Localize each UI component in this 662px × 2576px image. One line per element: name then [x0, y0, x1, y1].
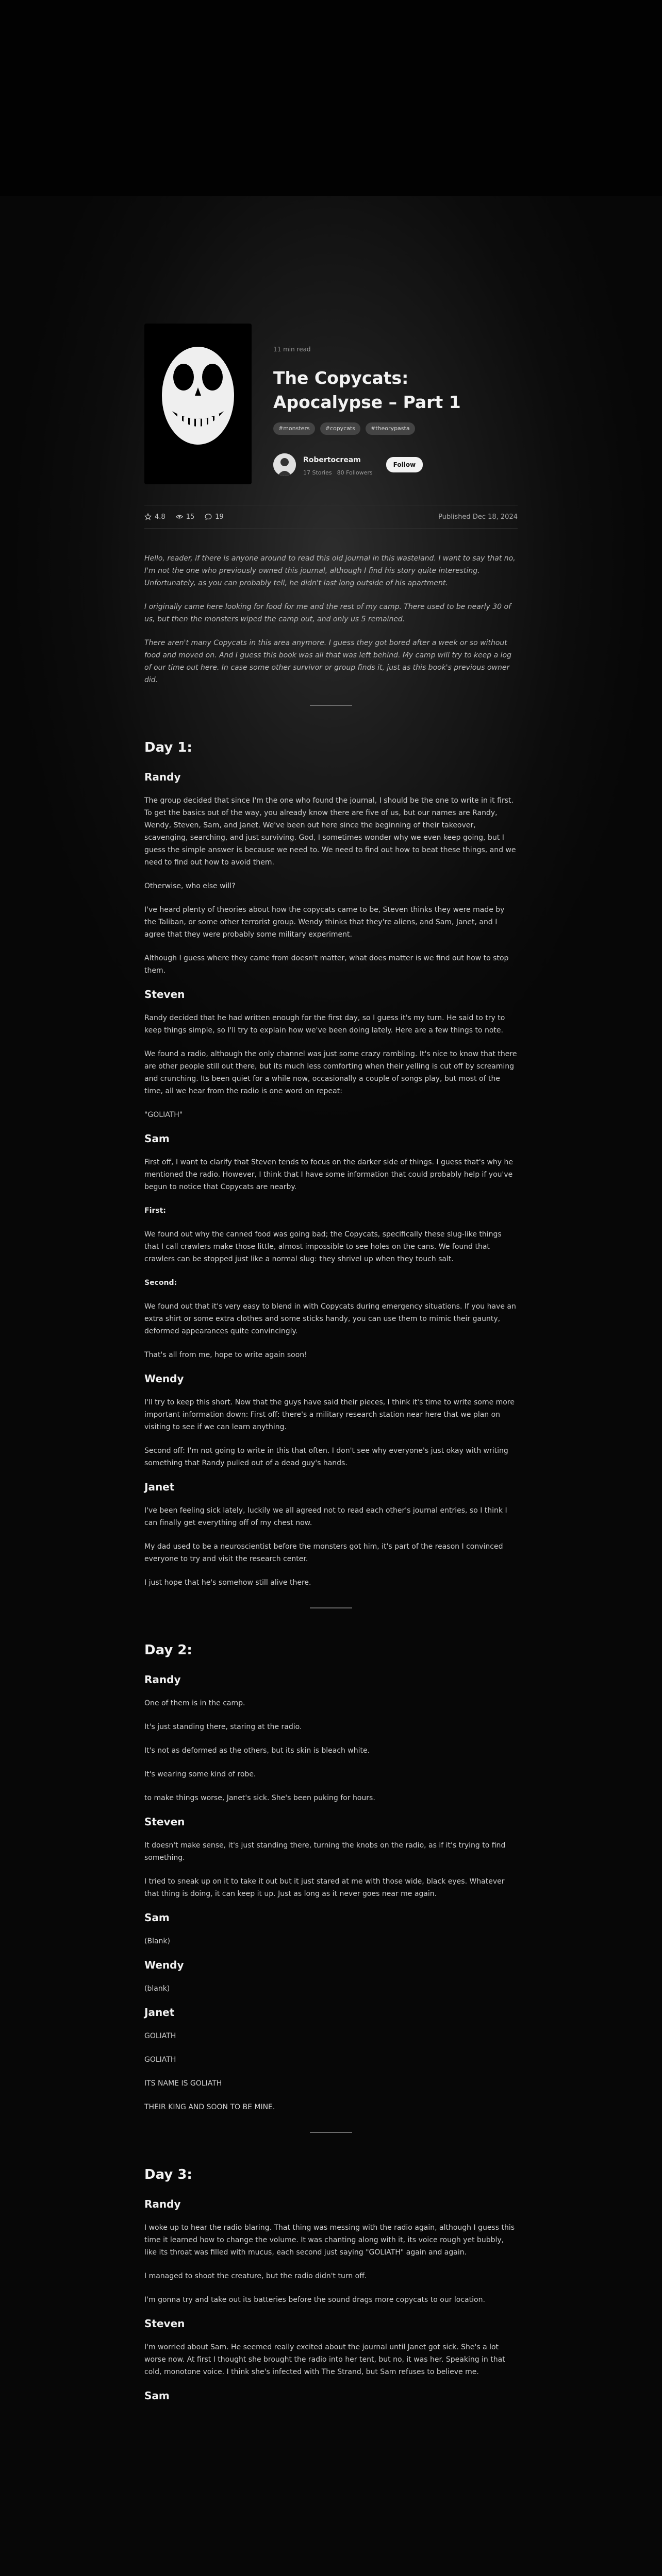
story-meta: [273, 343, 510, 476]
entry-paragraph: Otherwise, who else will?: [144, 882, 236, 890]
entry-author-heading: Randy: [144, 1673, 181, 1686]
author-stats: [303, 469, 373, 476]
entry-author-heading: Sam: [144, 1911, 170, 1924]
tag-monsters[interactable]: #monsters: [273, 422, 315, 435]
entry-author-heading: Janet: [144, 2006, 175, 2019]
day-heading: Day 3:: [144, 2167, 192, 2182]
entry-paragraph: We found out that it's very easy to blend in with Copycats during emergency situations. If you have an extra shirt or some extra clothes and some sticks handy, you can use them to mimic their gaunty, deformed appearances quite convincingly.: [144, 1302, 516, 1335]
top-black-band: [0, 0, 662, 196]
entry-paragraph: The group decided that since I'm the one who found the journal, I should be the one to write in it first. To get the basics out of the way, you already know there are five of us, but our names are Randy, Wendy, Steven, Sam, and Janet. We've been out here since the beginning of their takeover, scavenging, searching, and just surviving. God, I sometimes wonder why we even keep going, but I guess the simple answer is because we need to. We need to find out how to beat these things, and we need to find out how to avoid them.: [144, 796, 516, 867]
section-divider: [310, 2132, 352, 2133]
reads-value: 15: [186, 513, 195, 521]
entry-author-heading: Janet: [144, 1481, 175, 1493]
entry-author-heading: Sam: [144, 2389, 170, 2402]
story-intro: [144, 552, 518, 686]
author-name[interactable]: Robertocream: [303, 455, 361, 464]
story-body: [144, 552, 518, 2413]
story-stats-bar: [144, 505, 518, 529]
tag-theorypasta[interactable]: #theorypasta: [366, 422, 415, 435]
entry-paragraph: First off, I want to clarify that Steven tends to focus on the darker side of things. I guess that's why he mentioned the radio. However, I think that I have some information that could probably help if you've begun to notice that Copycats are nearby.: [144, 1158, 513, 1191]
entry-paragraph: (Blank): [144, 1937, 170, 1945]
entry-paragraph: I woke up to hear the radio blaring. That thing was messing with the radio again, although I guess this time it learned how to change the volume. It was chanting along with it, its voice rough yet bubbly, like its throat was filled with mucus, each second just saying "GOLIATH" again and again.: [144, 2224, 515, 2257]
entry-paragraph: ITS NAME IS GOLIATH: [144, 2079, 222, 2088]
avatar-icon: [273, 453, 296, 476]
intro-paragraph: Hello, reader, if there is anyone around to read this old journal in this wasteland. I want to say that no, I'm not the one who previously owned this journal, although I find his story quite interesting. Unfortunately, as you can probably tell, he didn't last long outside of his apartment.: [144, 554, 516, 587]
reads-stat: [176, 513, 195, 521]
rating-stat[interactable]: [144, 513, 166, 521]
entry-author-heading: Steven: [144, 2317, 185, 2330]
follow-button[interactable]: Follow: [386, 457, 423, 472]
entry-paragraph: I've heard plenty of theories about how the copycats came to be, Steven thinks they were made by the Taliban, or some other terrorist group. Wendy thinks that they're aliens, and Sam, Janet, and I agree that they were probably some military experiment.: [144, 906, 505, 939]
author-info: [303, 454, 373, 476]
entry-subheading: Second:: [144, 1279, 177, 1287]
rating-value: 4.8: [155, 513, 166, 521]
story-title: [273, 366, 510, 414]
day-heading: Day 2:: [144, 1642, 192, 1658]
entry-author-heading: Wendy: [144, 1959, 184, 1971]
author-stories-count: 17 Stories: [303, 469, 332, 476]
comments-value: 19: [215, 513, 224, 521]
story-cover-image[interactable]: [144, 324, 252, 484]
comments-stat[interactable]: [205, 513, 224, 521]
entry-paragraph: My dad used to be a neuroscientist before the monsters got him, it's part of the reason I convinced everyone to try and visit the research center.: [144, 1543, 503, 1563]
intro-paragraph: I originally came here looking for food for me and the rest of my camp. There used to be nearly 30 of us, but then the monsters wiped the camp out, and only us 5 remained.: [144, 603, 511, 623]
entry-author-heading: Randy: [144, 771, 181, 783]
day-heading: Day 1:: [144, 740, 192, 755]
entry-paragraph: That's all from me, hope to write again soon!: [144, 1351, 307, 1359]
entry-author-heading: Sam: [144, 1132, 170, 1145]
entry-paragraph: GOLIATH: [144, 2056, 176, 2064]
entry-paragraph: I've been feeling sick lately, luckily we all agreed not to read each other's journal entries, so I think I can finally get everything off of my chest now.: [144, 1506, 507, 1527]
entry-paragraph: Randy decided that he had written enough for the first day, so I guess it's my turn. He said to try to keep things simple, so I'll try to explain how we've been doing lately. Here are a few things to note.: [144, 1014, 505, 1035]
entry-paragraph: Second off: I'm not going to write in this that often. I don't see why everyone's just okay with writing something that Randy pulled out of a dead guy's hands.: [144, 1447, 508, 1467]
section-divider: [310, 1607, 352, 1608]
entry-paragraph: Although I guess where they came from doesn't matter, what does matter is we find out how to stop them.: [144, 954, 509, 975]
day-section: [144, 1642, 518, 2113]
entry-paragraph: I just hope that he's somehow still alive there.: [144, 1579, 311, 1587]
entry-paragraph: It's not as deformed as the others, but its skin is bleach white.: [144, 1747, 370, 1755]
read-time: 11 min read: [273, 346, 311, 353]
entry-paragraph: We found out why the canned food was going bad; the Copycats, specifically these slug-like things that I call crawlers make those little, almost impossible to see holes on the cans. We found that crawlers can be stopped just like a normal slug: they shrivel up when they touch salt.: [144, 1230, 502, 1263]
story-stats: [144, 513, 224, 521]
skull-face-icon: [144, 324, 252, 484]
entry-paragraph: I'm gonna try and take out its batteries before the sound drags more copycats to our location.: [144, 2296, 485, 2304]
entry-paragraph: It's just standing there, staring at the radio.: [144, 1723, 302, 1731]
entry-paragraph: I'm worried about Sam. He seemed really excited about the journal until Janet got sick. She's a lot worse now. At first I thought she brought the radio into her tent, but no, it was her. Speaking in that cold, monotone voice. I think she's infected with The Strand, but Sam refuses to believe me.: [144, 2343, 505, 2376]
day-section: [144, 2167, 518, 2402]
entry-author-heading: Wendy: [144, 1372, 184, 1385]
tag-copycats[interactable]: #copycats: [320, 422, 360, 435]
entry-author-heading: Steven: [144, 1816, 185, 1828]
entry-author-heading: Randy: [144, 2198, 181, 2210]
entry-paragraph: I managed to shoot the creature, but the radio didn't turn off.: [144, 2272, 367, 2280]
entry-subheading: First:: [144, 1207, 166, 1215]
entry-paragraph: GOLIATH: [144, 2032, 176, 2040]
entry-paragraph: (blank): [144, 1985, 170, 1993]
entry-paragraph: We found a radio, although the only channel was just some crazy rambling. It's nice to know that there are other people still out there, but its much less comforting when their yelling is cut off by screaming and crunching. Its been quiet for a while now, occasionally a couple of songs play, but most of the time, all we hear from the radio is one word on repeat:: [144, 1050, 517, 1095]
entry-paragraph: It doesn't make sense, it's just standing there, turning the knobs on the radio, as if it's trying to find something.: [144, 1841, 506, 1862]
story-days: [144, 740, 518, 2402]
comment-icon: [205, 513, 212, 520]
entry-paragraph: It's wearing some kind of robe.: [144, 1770, 256, 1778]
title-line-1: The Copycats:: [273, 368, 409, 388]
section-divider: [310, 705, 352, 706]
entry-paragraph: THEIR KING AND SOON TO BE MINE.: [144, 2103, 275, 2111]
entry-paragraph: I'll try to keep this short. Now that the guys have said their pieces, I think it's time to write some more important information down: First off: there's a military research station near here that we plan on visiting to see if we can learn anything.: [144, 1398, 515, 1431]
entry-paragraph: to make things worse, Janet's sick. She's been puking for hours.: [144, 1794, 375, 1802]
entry-paragraph: I tried to sneak up on it to take it out but it just stared at me with those wide, black eyes. Whatever that thing is doing, it can keep it up. Just as long as it never goes near me again.: [144, 1877, 505, 1898]
author-followers-count: 80 Followers: [337, 469, 373, 476]
tag-list: [273, 422, 510, 435]
day-section: [144, 740, 518, 1589]
star-icon: [144, 513, 152, 520]
intro-paragraph: There aren't many Copycats in this area anymore. I guess they got bored after a week or so without food and moved on. And I guess this book was all that was left behind. My camp will try to keep a log of our time out here. In case some other survivor or group finds it, just as this book's previous owner did.: [144, 639, 512, 684]
entry-paragraph: "GOLIATH": [144, 1111, 183, 1119]
published-date: Published Dec 18, 2024: [438, 513, 518, 521]
author-avatar[interactable]: [273, 453, 296, 476]
title-line-2: Apocalypse – Part 1: [273, 392, 461, 412]
entry-paragraph: One of them is in the camp.: [144, 1699, 245, 1707]
eye-icon: [176, 513, 183, 520]
entry-author-heading: Steven: [144, 988, 185, 1001]
author-block: [273, 453, 510, 476]
